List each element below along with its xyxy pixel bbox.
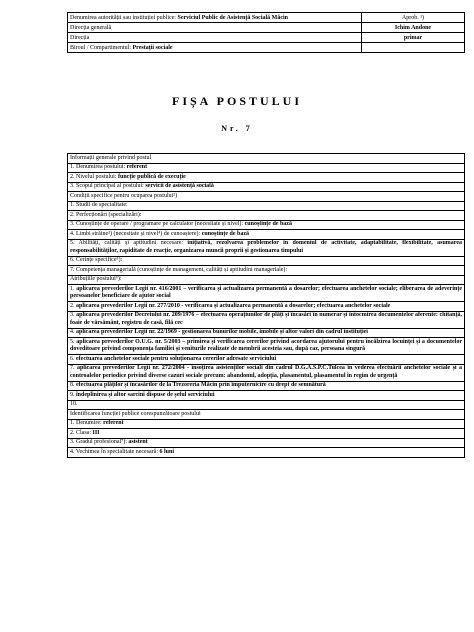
duties-heading-row: [68, 275, 465, 285]
institution-cell: Denumirea autorității sau instituției publice: Serviciul Public de Asistență Socială Măcin: [68, 13, 362, 23]
duties-item: [68, 311, 465, 328]
identification-row: [68, 438, 465, 448]
general-info-heading: Informații generale privind postul: [68, 154, 465, 164]
general-info-row: [68, 163, 465, 173]
duties-item-label: 2.: [70, 302, 75, 309]
conditions-item-label: 2. Perfecționări (specializări):: [70, 211, 142, 218]
conditions-item-label: 6. Cerințe specifice⁵):: [70, 257, 123, 263]
duties-item-value: aplicarea prevederilor Legii nr. 277/2010 - verificarea și actualizarea permanentă a dosarelor; efectuarea anchetelor sociale: [76, 302, 391, 309]
office-cell: Biroul / Compartimentul: Prestații sociale: [68, 43, 362, 53]
duties-item-value: efectuarea plăților și încasărilor de la Trezoreria Măcin prin împuternicire cu drept de semnătură: [76, 382, 326, 388]
duties-heading: Atribuțiile postului⁶):: [68, 275, 465, 285]
identification-item-value: III: [92, 429, 100, 436]
general-info-item-value: funcție publică de execuție: [118, 173, 186, 180]
identification-item: [68, 429, 465, 439]
duties-item: [68, 338, 465, 355]
conditions-item-label: 4. Limbi străine³) (necesitate și nivel⁴) de cunoaștere):: [70, 230, 201, 237]
general-info-item-label: 2. Nivelul postului:: [70, 173, 117, 180]
identification-row: [68, 429, 465, 439]
identification-item: [68, 448, 465, 458]
conditions-item: [68, 266, 465, 276]
conditions-row: [68, 220, 465, 230]
general-info-item: [68, 173, 465, 183]
conditions-item-label: 5. Abilități, calități și aptitudini necesare:: [70, 240, 184, 246]
general-info-item-value: servicii de asistență socială: [145, 183, 214, 189]
duties-item-label: 10.: [70, 401, 78, 407]
general-info-item: [68, 182, 465, 192]
duties-item: [68, 302, 465, 312]
general-info-item-value: referent: [126, 164, 148, 170]
conditions-item-value: cunoștințe de bază: [201, 230, 250, 237]
header-table: [67, 12, 465, 53]
duties-item-label: 3.: [70, 312, 75, 318]
conditions-row: [68, 266, 465, 276]
job-description-form: [67, 153, 465, 458]
conditions-item: [68, 256, 465, 266]
duties-row: [68, 338, 465, 355]
conditions-item-value: cunoștințe de bază: [244, 221, 292, 227]
duties-row: [68, 355, 465, 365]
approver-name-cell: Ichim Andone: [362, 23, 465, 33]
duties-item: [68, 391, 465, 401]
conditions-item-label: 1. Studii de specialitate:: [70, 202, 128, 208]
conditions-heading-row: [68, 192, 465, 202]
duties-item: [68, 328, 465, 338]
general-info-item-label: 1. Denumirea postului:: [70, 164, 126, 170]
header-row-directorate: [68, 33, 465, 43]
general-info-row: [68, 173, 465, 183]
identification-item: [68, 438, 465, 448]
identification-row: [68, 419, 465, 429]
duties-row: [68, 364, 465, 381]
duties-item-value: îndeplinirea și altor sarcini dispuse de șeful serviciului: [76, 391, 215, 398]
document-title: FIȘA POSTULUI: [171, 94, 303, 108]
conditions-item: [68, 239, 465, 256]
empty-cell: [362, 43, 465, 53]
identification-item-value: referent: [103, 420, 124, 426]
duties-item: [68, 381, 465, 391]
duties-item-value: efectuarea anchetelor sociale pentru soluționarea cererilor adresate serviciului: [76, 355, 277, 362]
duties-item-label: 5.: [70, 338, 75, 345]
duties-item-label: 9.: [70, 391, 75, 398]
conditions-item-value: inițiativă, rezolvarea problemelor în domeniul de activitate, adaptabilitate, flexibilitate, asumarea responsabilităților, rapiditate de reacție, organizarea muncii proprii și gestionarea timpului: [70, 240, 463, 254]
conditions-row: [68, 256, 465, 266]
duties-row: [68, 391, 465, 401]
duties-row: [68, 381, 465, 391]
duties-item-value: aplicarea prevederilor Decretului nr. 209/1976 – efectuarea operațiunilor de plăți și încasări în numerar și întocmirea documentelor aferente: chitanță, foaie de vărsământ, registru de casă, filă cec: [70, 312, 463, 326]
conditions-row: [68, 201, 465, 211]
duties-item-label: 8.: [70, 382, 75, 388]
duties-row: [68, 285, 465, 302]
general-info-item-label: 3. Scopul principal al postului:: [70, 183, 144, 189]
identification-item: [68, 419, 465, 429]
duties-row: [68, 302, 465, 312]
conditions-item: [68, 230, 465, 240]
header-row-institution: [68, 13, 465, 23]
duties-row: [68, 400, 465, 410]
header-row-general-directorate: [68, 23, 465, 33]
duties-item: [68, 355, 465, 365]
approver-title-cell: primar: [362, 33, 465, 43]
identification-item-value: 6 luni: [159, 448, 175, 455]
general-info-item: [68, 163, 465, 173]
conditions-row: [68, 230, 465, 240]
duties-item: [68, 285, 465, 302]
identification-item-label: 1. Denumire:: [70, 420, 102, 426]
identification-row: [68, 448, 465, 458]
duties-item-label: 4.: [70, 329, 75, 335]
conditions-item: [68, 211, 465, 221]
general-info-heading-row: [68, 154, 465, 164]
general-directorate-cell: Direcția generală: [68, 23, 362, 33]
identification-item-label: 3. Gradul profesional⁷):: [70, 439, 127, 445]
duties-item-value: aplicarea prevederilor Legii nr. 272/2004 - însoțirea asistenților sociali din cadrul D.G.A.S.P.C.Tulcea în vederea efectuării anchetelor sociale și a controalelor periodice privind diverse cazuri sociale precum: abandonul, adopția, plasamentul, plasamentul în regim de urgență: [70, 365, 463, 379]
duties-item-label: 1.: [70, 285, 75, 292]
identification-heading-row: [68, 410, 465, 420]
duties-item-value: aplicarea prevederilor Legii nr. 22/1969 - gestionarea bunurilor mobile, imobile și altor valori din cadrul instituției: [76, 329, 368, 335]
directorate-cell: Direcția: [68, 33, 362, 43]
duties-item-label: 7.: [70, 365, 75, 371]
conditions-row: [68, 211, 465, 221]
duties-item: [68, 400, 465, 410]
header-row-office: [68, 43, 465, 53]
conditions-heading: Condiții specifice pentru ocuparea postului²): [68, 192, 465, 202]
approval-cell: Aprob. ¹): [362, 13, 465, 23]
duties-row: [68, 311, 465, 328]
duties-item-label: 6.: [70, 355, 75, 362]
conditions-item-label: 7. Competența managerială (cunoștințe de management, calități și aptitudini manageriale):: [70, 266, 288, 273]
conditions-item: [68, 220, 465, 230]
duties-item-value: aplicarea prevederilor O.U.G. nr. 5/2003 – primirea și verificarea cererilor privind acordarea ajutorului pentru încălzirea locuinței și a documentelor doveditoare privind componența familiei și veniturile realizate de membrii acesteia sau, după caz, persoana singură: [70, 338, 462, 352]
identification-item-label: 4. Vechimea în specialitate necesară:: [70, 448, 159, 455]
general-info-row: [68, 182, 465, 192]
conditions-row: [68, 239, 465, 256]
identification-item-value: asistent: [128, 439, 148, 445]
duties-row: [68, 328, 465, 338]
conditions-item: [68, 201, 465, 211]
document-number: Nr. 7: [221, 124, 253, 133]
duties-item: [68, 364, 465, 381]
conditions-item-label: 3. Cunoștințe de operare / programare pe calculator (necesitate și nivel):: [70, 221, 244, 227]
identification-heading: Identificarea funcției publice corespunzătoare postului: [68, 410, 465, 420]
identification-item-label: 2. Clasa:: [70, 429, 91, 436]
duties-item-value: aplicarea prevederilor Legii nr. 416/2001 – verificarea și actualizarea permanentă a dosarelor; efectuarea anchetelor sociale; eliberarea de adeverințe persoanelor beneficiare de ajutor social: [70, 285, 462, 299]
